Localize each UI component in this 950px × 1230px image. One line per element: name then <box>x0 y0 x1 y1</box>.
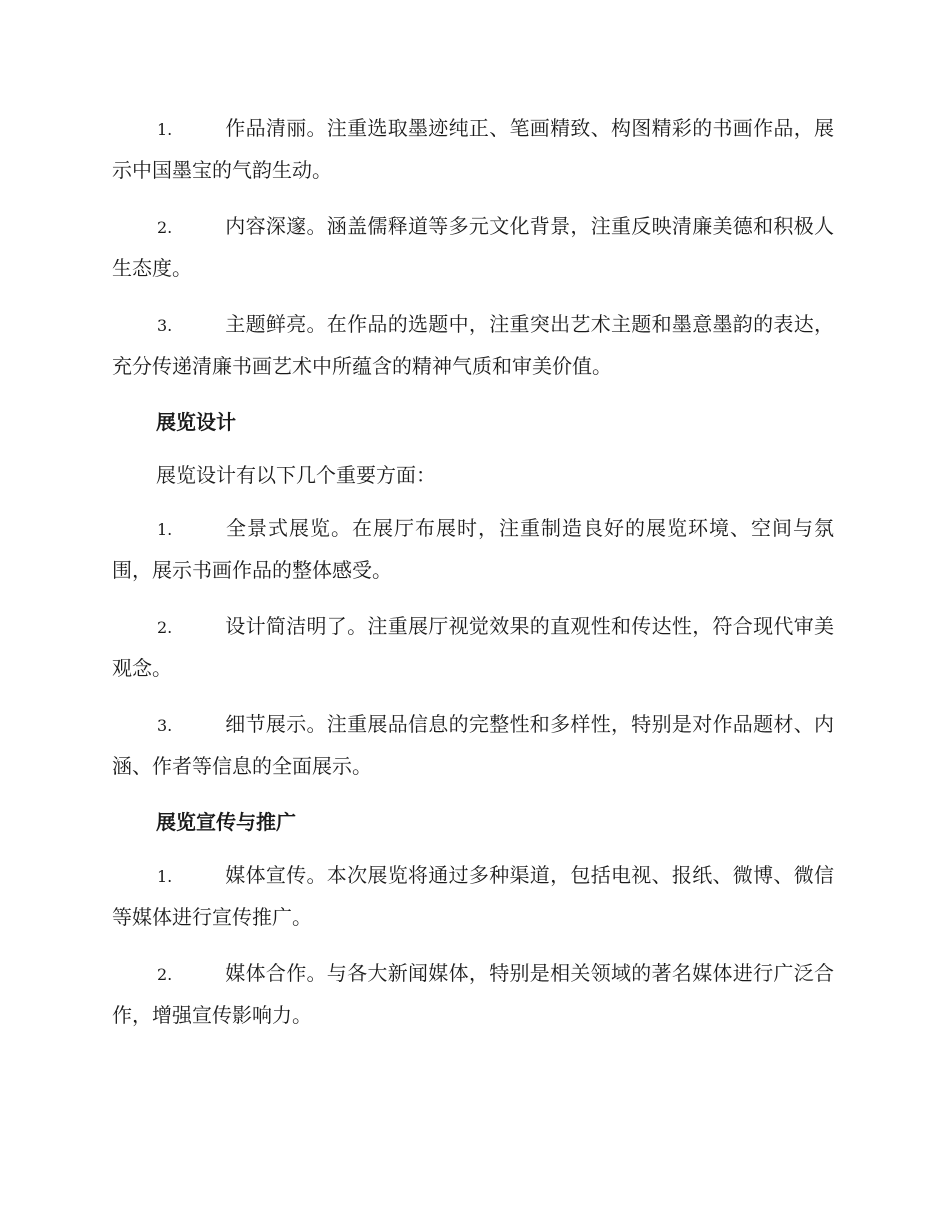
section-heading-promo: 展览宣传与推广 <box>156 810 296 834</box>
list-text: 设计简洁明了。注重展厅视觉效果的直观性和传达性，符合现代审美观念。 <box>112 614 834 680</box>
list-item <box>112 304 834 387</box>
list-number: 1. <box>157 120 173 139</box>
section-heading-design: 展览设计 <box>156 410 236 434</box>
list-item <box>112 508 834 591</box>
list-text: 内容深邃。涵盖儒释道等多元文化背景，注重反映清廉美德和积极人生态度。 <box>112 214 834 280</box>
list-item <box>112 206 834 289</box>
document-page <box>112 108 834 1051</box>
list-number: 2. <box>157 618 173 637</box>
list-item <box>112 108 834 191</box>
list-text: 媒体宣传。本次展览将通过多种渠道，包括电视、报纸、微博、微信等媒体进行宣传推广。 <box>112 863 834 929</box>
list-item <box>112 704 834 787</box>
list-number: 2. <box>157 218 173 237</box>
list-number: 3. <box>157 316 173 335</box>
list-item <box>112 953 834 1036</box>
list-text: 细节展示。注重展品信息的完整性和多样性，特别是对作品题材、内涵、作者等信息的全面展示。 <box>112 712 834 778</box>
list-text: 媒体合作。与各大新闻媒体，特别是相关领域的著名媒体进行广泛合作，增强宣传影响力。 <box>112 961 834 1027</box>
list-item <box>112 606 834 689</box>
list-item <box>112 855 834 938</box>
list-number: 2. <box>157 965 173 984</box>
list-text: 作品清丽。注重选取墨迹纯正、笔画精致、构图精彩的书画作品，展示中国墨宝的气韵生动。 <box>112 116 834 182</box>
list-number: 1. <box>157 520 173 539</box>
list-number: 3. <box>157 716 173 735</box>
list-text: 全景式展览。在展厅布展时，注重制造良好的展览环境、空间与氛围，展示书画作品的整体感受。 <box>112 516 834 582</box>
list-text: 主题鲜亮。在作品的选题中，注重突出艺术主题和墨意墨韵的表达，充分传递清廉书画艺术中所蕴含的精神气质和审美价值。 <box>112 312 834 378</box>
list-number: 1. <box>157 867 173 886</box>
section-intro-design: 展览设计有以下几个重要方面： <box>156 463 436 487</box>
